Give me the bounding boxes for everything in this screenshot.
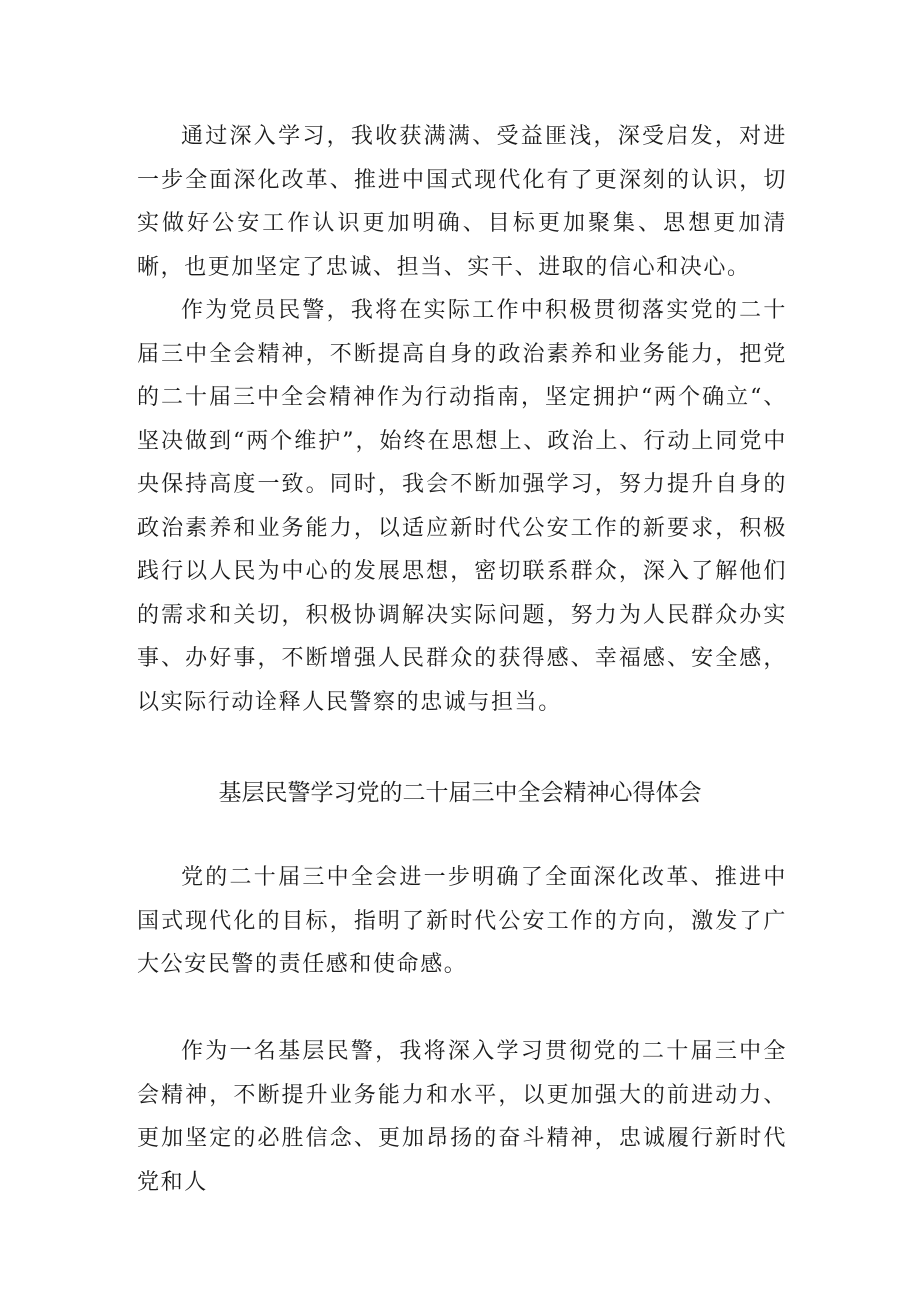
body-paragraph: 党的二十届三中全会进一步明确了全面深化改革、推进中国式现代化的目标，指明了新时代公安工作的方向，激发了广大公安民警的责任感和使命感。 [137,865,787,977]
body-paragraph: 通过深入学习，我收获满满、受益匪浅，深受启发，对进一步全面深化改革、推进中国式现代化有了更深刻的认识，切实做好公安工作认识更加明确、目标更加聚集、思想更加清晰，也更加坚定了忠诚、担当、实干、进取的信心和决心。 [137,124,787,280]
section-title: 基层民警学习党的二十届三中全会精神心得体会 [218,780,702,806]
body-paragraph: 作为一名基层民警，我将深入学习贯彻党的二十届三中全会精神，不断提升业务能力和水平，以更加强大的前进动力、更加坚定的必胜信念、更加昂扬的奋斗精神，忠诚履行新时代党和人 [137,1039,787,1195]
body-paragraph: 作为党员民警，我将在实际工作中积极贯彻落实党的二十届三中全会精神，不断提高自身的政治素养和业务能力，把党的二十届三中全会精神作为行动指南，坚定拥护“两个确立“、坚决做到“两个维护”，始终在思想上、政治上、行动上同党中央保持高度一致。同时，我会不断加强学习，努力提升自身的政治素养和业务能力，以适应新时代公安工作的新要求，积极践行以人民为中心的发展思想，密切联系群众，深入了解他们的需求和关切，积极协调解决实际问题，努力为人民群众办实事、办好事，不断增强人民群众的获得感、幸福感、安全感，以实际行动诠释人民警察的忠诚与担当。 [137,298,787,715]
